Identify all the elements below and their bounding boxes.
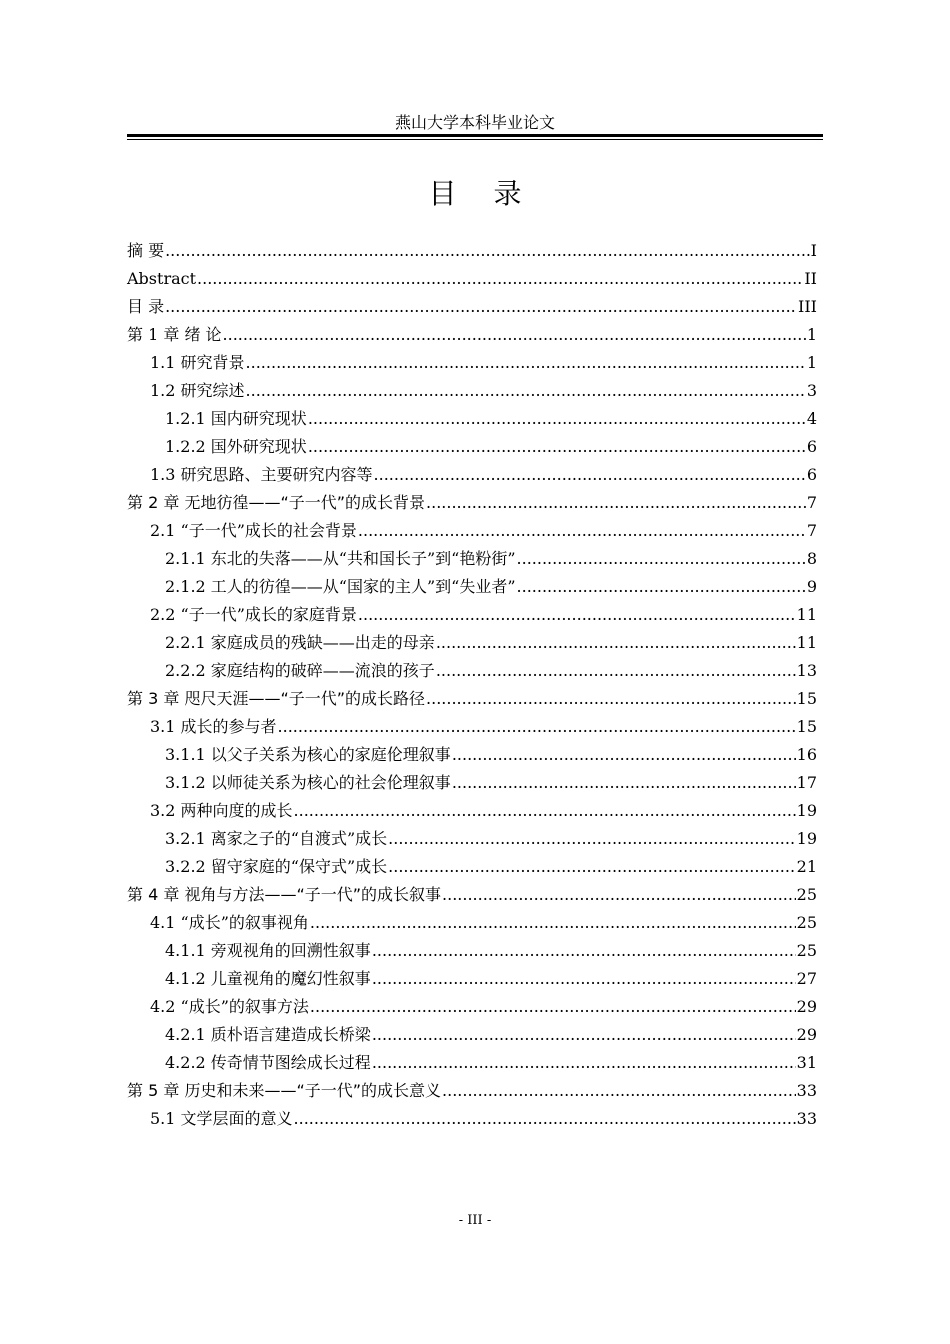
toc-leader-dots bbox=[372, 965, 796, 993]
toc-leader-dots bbox=[436, 629, 796, 657]
toc-entry[interactable] bbox=[127, 937, 817, 965]
toc-leader-dots bbox=[372, 1049, 796, 1077]
running-header: 燕山大学本科毕业论文 bbox=[394, 113, 555, 132]
toc-entry[interactable] bbox=[127, 489, 817, 517]
toc-entry-label: 3.1.2 以师徒关系为核心的社会伦理叙事 bbox=[165, 773, 451, 792]
toc-entry-page: 6 bbox=[806, 465, 817, 484]
toc-entry-label: 3.2.2 留守家庭的“保守式”成长 bbox=[165, 857, 388, 876]
toc-leader-dots bbox=[294, 1105, 796, 1133]
toc-entry[interactable] bbox=[127, 573, 817, 601]
toc-leader-dots bbox=[452, 741, 796, 769]
toc-entry-page: 6 bbox=[806, 437, 817, 456]
toc-entry-page: 25 bbox=[796, 885, 817, 904]
toc-entry-label: 4.1.1 旁观视角的回溯性叙事 bbox=[165, 941, 371, 960]
page-number: - III - bbox=[458, 1213, 492, 1228]
toc-entry-page: 3 bbox=[806, 381, 817, 400]
toc-entry[interactable] bbox=[127, 825, 817, 853]
toc-entry-page: I bbox=[810, 241, 817, 260]
toc-entry-page: 21 bbox=[796, 857, 817, 876]
toc-entry-label: 2.1.2 工人的彷徨——从“国家的主人”到“失业者” bbox=[165, 577, 516, 596]
toc-entry-label: 2.2 “子一代”成长的家庭背景 bbox=[150, 605, 357, 624]
toc-entry-label: 摘 要 bbox=[127, 241, 165, 260]
toc-entry-page: 19 bbox=[796, 801, 817, 820]
toc-entry[interactable] bbox=[127, 1049, 817, 1077]
toc-entry[interactable] bbox=[127, 769, 817, 797]
toc-entry-label: 第 1 章 绪 论 bbox=[127, 325, 222, 344]
toc-entry-page: 13 bbox=[796, 661, 817, 680]
toc-entry-page: 15 bbox=[796, 717, 817, 736]
toc-entry-label: 第 4 章 视角与方法——“子一代”的成长叙事 bbox=[127, 885, 442, 904]
toc-leader-dots bbox=[436, 657, 796, 685]
toc-entry[interactable] bbox=[127, 1105, 817, 1133]
toc-entry-page: 33 bbox=[796, 1109, 817, 1128]
toc-leader-dots bbox=[197, 265, 803, 293]
toc-entry-label: 目 录 bbox=[127, 297, 165, 316]
toc-entry[interactable] bbox=[127, 601, 817, 629]
toc-leader-dots bbox=[372, 937, 796, 965]
toc-entry-label: 5.1 文学层面的意义 bbox=[150, 1109, 293, 1128]
toc-leader-dots bbox=[517, 573, 806, 601]
toc-entry-page: 1 bbox=[806, 325, 817, 344]
toc-entry-label: 第 5 章 历史和未来——“子一代”的成长意义 bbox=[127, 1081, 442, 1100]
toc-entry-page: 4 bbox=[806, 409, 817, 428]
toc-leader-dots bbox=[294, 797, 796, 825]
toc-leader-dots bbox=[374, 461, 806, 489]
toc-leader-dots bbox=[308, 405, 806, 433]
toc-entry-page: 7 bbox=[806, 521, 817, 540]
toc-entry-label: 第 2 章 无地彷徨——“子一代”的成长背景 bbox=[127, 493, 426, 512]
toc-entry-label: Abstract bbox=[127, 269, 197, 288]
toc-entry-page: 29 bbox=[796, 1025, 817, 1044]
toc-entry[interactable] bbox=[127, 685, 817, 713]
toc-leader-dots bbox=[452, 769, 796, 797]
toc-leader-dots bbox=[517, 545, 806, 573]
toc-entry-page: 29 bbox=[796, 997, 817, 1016]
toc-entry-label: 1.2 研究综述 bbox=[150, 381, 245, 400]
toc-entry-page: 16 bbox=[796, 745, 817, 764]
toc-entry[interactable] bbox=[127, 741, 817, 769]
toc-entry-label: 4.2.2 传奇情节图绘成长过程 bbox=[165, 1053, 371, 1072]
toc-entry-page: 25 bbox=[796, 941, 817, 960]
toc-leader-dots bbox=[372, 1021, 796, 1049]
toc-entry-label: 4.1 “成长”的叙事视角 bbox=[150, 913, 309, 932]
toc-entry[interactable] bbox=[127, 909, 817, 937]
toc-entry[interactable] bbox=[127, 1077, 817, 1105]
toc-entry-label: 4.2.1 质朴语言建造成长桥梁 bbox=[165, 1025, 371, 1044]
toc-entry-page: 15 bbox=[796, 689, 817, 708]
table-of-contents bbox=[127, 237, 817, 1133]
toc-entry-label: 1.2.1 国内研究现状 bbox=[165, 409, 307, 428]
toc-entry-label: 3.2 两种向度的成长 bbox=[150, 801, 293, 820]
toc-entry[interactable] bbox=[127, 461, 817, 489]
toc-entry-label: 3.1.1 以父子关系为核心的家庭伦理叙事 bbox=[165, 745, 451, 764]
toc-entry-label: 3.1 成长的参与者 bbox=[150, 717, 277, 736]
toc-entry[interactable] bbox=[127, 993, 817, 1021]
toc-entry-label: 第 3 章 咫尺天涯——“子一代”的成长路径 bbox=[127, 689, 426, 708]
page-title: 目 录 bbox=[428, 177, 536, 210]
toc-entry-page: 33 bbox=[796, 1081, 817, 1100]
toc-entry[interactable] bbox=[127, 713, 817, 741]
toc-leader-dots bbox=[310, 909, 796, 937]
toc-entry-label: 1.1 研究背景 bbox=[150, 353, 245, 372]
toc-entry-label: 3.2.1 离家之子的“自渡式”成长 bbox=[165, 829, 388, 848]
toc-entry[interactable] bbox=[127, 545, 817, 573]
toc-leader-dots bbox=[358, 601, 796, 629]
toc-entry[interactable] bbox=[127, 405, 817, 433]
toc-entry[interactable] bbox=[127, 881, 817, 909]
toc-entry[interactable] bbox=[127, 965, 817, 993]
toc-entry-page: 8 bbox=[806, 549, 817, 568]
toc-entry[interactable] bbox=[127, 321, 817, 349]
toc-entry-page: 25 bbox=[796, 913, 817, 932]
toc-entry-page: 19 bbox=[796, 829, 817, 848]
toc-entry[interactable] bbox=[127, 433, 817, 461]
toc-leader-dots bbox=[442, 881, 796, 909]
toc-leader-dots bbox=[246, 377, 806, 405]
toc-entry[interactable] bbox=[127, 797, 817, 825]
toc-entry[interactable] bbox=[127, 1021, 817, 1049]
toc-leader-dots bbox=[165, 293, 797, 321]
toc-entry-page: II bbox=[804, 269, 817, 288]
toc-leader-dots bbox=[442, 1077, 796, 1105]
toc-entry[interactable] bbox=[127, 265, 817, 293]
toc-leader-dots bbox=[310, 993, 796, 1021]
toc-entry-page: 17 bbox=[796, 773, 817, 792]
toc-entry[interactable] bbox=[127, 657, 817, 685]
toc-entry[interactable] bbox=[127, 377, 817, 405]
toc-entry-label: 4.1.2 儿童视角的魔幻性叙事 bbox=[165, 969, 371, 988]
toc-leader-dots bbox=[426, 489, 806, 517]
toc-entry-label: 2.1.1 东北的失落——从“共和国长子”到“艳粉街” bbox=[165, 549, 516, 568]
toc-leader-dots bbox=[426, 685, 796, 713]
toc-entry-label: 4.2 “成长”的叙事方法 bbox=[150, 997, 309, 1016]
toc-entry-page: 1 bbox=[806, 353, 817, 372]
toc-entry[interactable] bbox=[127, 517, 817, 545]
toc-entry-page: 9 bbox=[806, 577, 817, 596]
toc-leader-dots bbox=[278, 713, 796, 741]
toc-leader-dots bbox=[223, 321, 806, 349]
toc-entry[interactable] bbox=[127, 853, 817, 881]
header-rule-thin bbox=[127, 139, 823, 140]
toc-leader-dots bbox=[246, 349, 806, 377]
toc-entry-label: 2.1 “子一代”成长的社会背景 bbox=[150, 521, 357, 540]
toc-entry-page: 7 bbox=[806, 493, 817, 512]
toc-entry-label: 1.2.2 国外研究现状 bbox=[165, 437, 307, 456]
toc-entry[interactable] bbox=[127, 293, 817, 321]
toc-entry-page: 27 bbox=[796, 969, 817, 988]
toc-entry[interactable] bbox=[127, 629, 817, 657]
toc-leader-dots bbox=[388, 825, 795, 853]
toc-entry-label: 2.2.1 家庭成员的残缺——出走的母亲 bbox=[165, 633, 435, 652]
toc-leader-dots bbox=[308, 433, 806, 461]
toc-entry-page: 11 bbox=[796, 633, 817, 652]
toc-leader-dots bbox=[165, 237, 810, 265]
toc-leader-dots bbox=[388, 853, 795, 881]
header-rule-thick bbox=[127, 134, 823, 137]
toc-leader-dots bbox=[358, 517, 806, 545]
toc-entry-page: 31 bbox=[796, 1053, 817, 1072]
toc-entry-page: III bbox=[798, 297, 817, 316]
toc-entry[interactable] bbox=[127, 237, 817, 265]
toc-entry-page: 11 bbox=[796, 605, 817, 624]
toc-entry-label: 2.2.2 家庭结构的破碎——流浪的孩子 bbox=[165, 661, 435, 680]
toc-entry[interactable] bbox=[127, 349, 817, 377]
toc-entry-label: 1.3 研究思路、主要研究内容等 bbox=[150, 465, 373, 484]
